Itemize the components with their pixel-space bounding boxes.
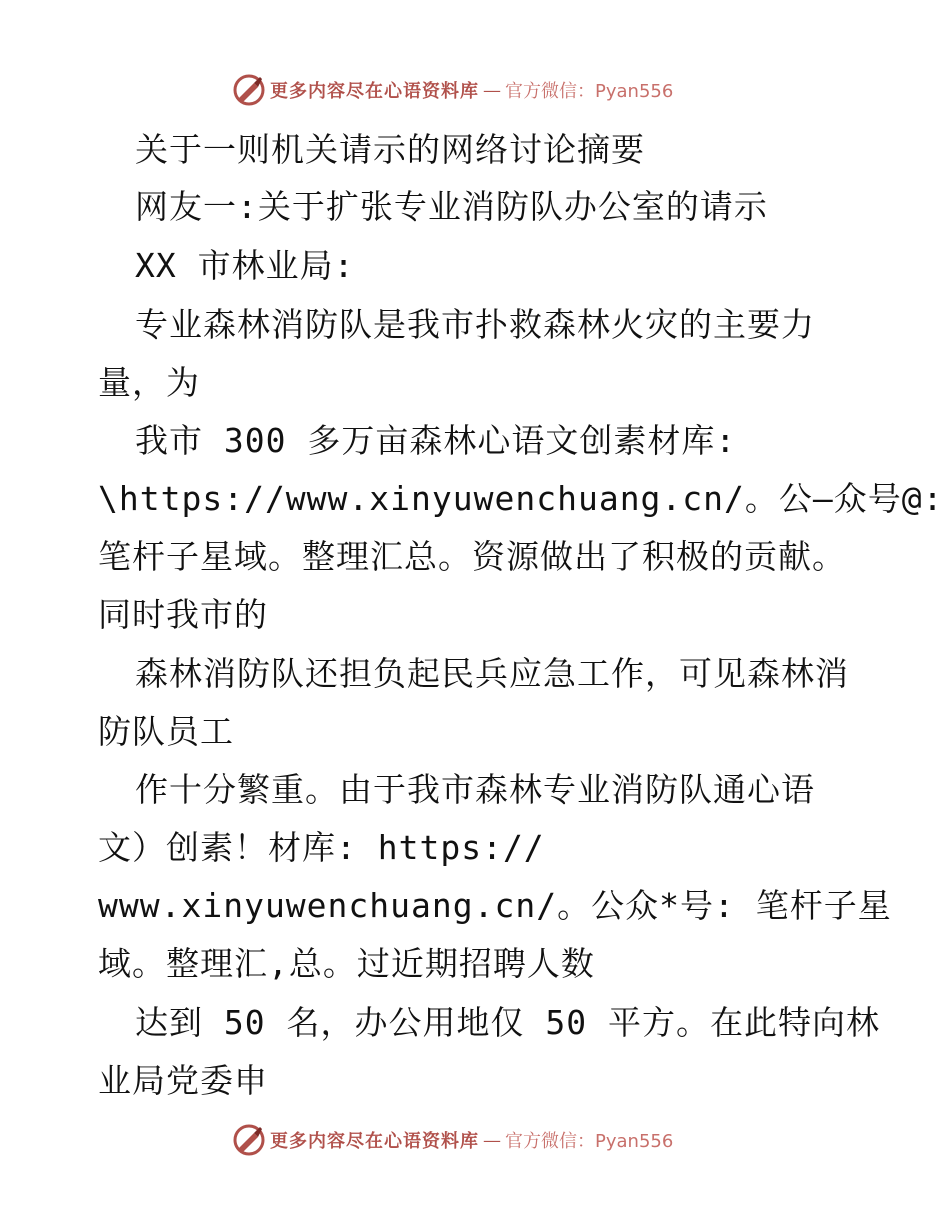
header-banner-wechat: 官方微信：Pyan556 <box>505 81 674 102</box>
document-line: 同时我市的 <box>98 595 268 634</box>
document-line: 网友一:关于扩张专业消防队办公室的请示 <box>135 187 768 226</box>
document-line: 森林消防队还担负起民兵应急工作，可见森林消 <box>135 654 849 693</box>
header-banner-text: 更多内容尽在心语资料库 <box>270 81 479 102</box>
document-line: 专业森林消防队是我市扑救森林火灾的主要力 <box>135 305 815 344</box>
document-title: 关于一则机关请示的网络讨论摘要 <box>135 130 645 169</box>
footer-banner-dash: — <box>483 1129 501 1151</box>
header-banner <box>232 70 673 110</box>
pen-logo-icon <box>232 73 266 107</box>
document-line: 文）创素！材库: https:// <box>98 828 545 867</box>
footer-banner-text: 更多内容尽在心语资料库 <box>270 1131 479 1152</box>
document-line: 作十分繁重。由于我市森林专业消防队通心语 <box>135 770 815 809</box>
document-line: 域。整理汇,总。过近期招聘人数 <box>98 944 595 983</box>
footer-banner <box>232 1120 673 1160</box>
document-line: 达到 50 名，办公用地仅 50 平方。在此特向林 <box>135 1003 880 1042</box>
document-line: 防队员工 <box>98 712 234 751</box>
footer-banner-wechat: 官方微信：Pyan556 <box>505 1131 674 1152</box>
document-line: 我市 300 多万亩森林心语文创素材库: <box>135 421 737 460</box>
document-line: www.xinyuwenchuang.cn/。公众*号: 笔杆子星 <box>98 886 892 925</box>
pen-logo-icon <box>232 1123 266 1157</box>
document-line: 业局党委申 <box>98 1061 268 1100</box>
header-banner-dash: — <box>483 79 501 101</box>
document-line: XX 市林业局: <box>135 246 355 285</box>
document-line: \https://www.xinyuwenchuang.cn/。公—众号@: <box>98 479 944 518</box>
document-line: 笔杆子星域。整理汇总。资源做出了积极的贡献。 <box>98 537 846 576</box>
document-line: 量，为 <box>98 363 200 402</box>
